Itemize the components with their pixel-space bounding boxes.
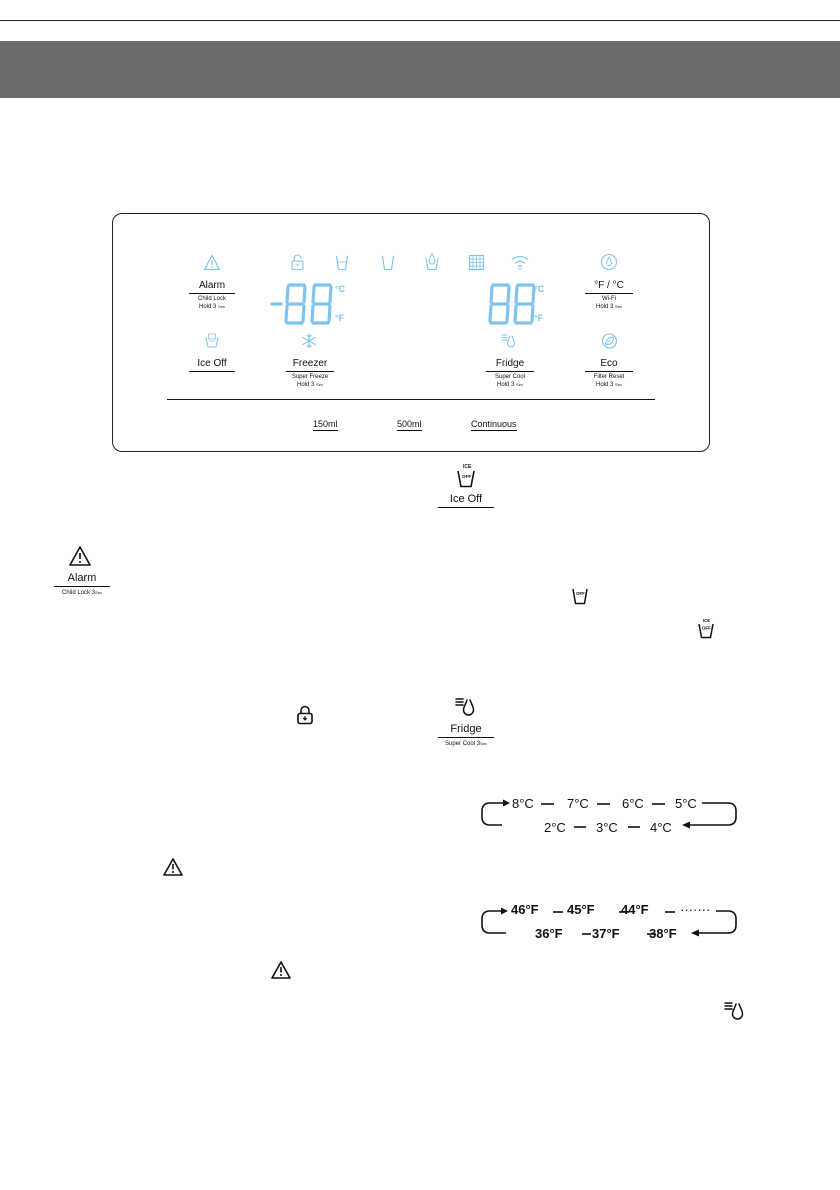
ice-off-large-underline: [438, 507, 494, 508]
fridge-large-sub: [438, 740, 494, 748]
eco-sub2: [583, 381, 635, 389]
celsius-4: 4°C: [650, 820, 672, 835]
fridge-label: Fridge: [495, 358, 525, 369]
fahrenheit-37: 37°F: [592, 926, 620, 941]
volume-continuous-label: Continuous: [471, 419, 517, 429]
celsius-8: 8°C: [512, 796, 534, 811]
freezer-sub1: Super Freeze: [291, 374, 329, 380]
fahrenheit-ellipsis: ·······: [680, 902, 711, 917]
fridge-large-underline: [438, 737, 494, 738]
freezer-fahrenheit-unit: °F: [335, 313, 345, 323]
celsius-2: 2°C: [544, 820, 566, 835]
filter-icon: [468, 254, 485, 271]
fahrenheit-36: 36°F: [535, 926, 563, 941]
alarm-large-sec: Sec: [95, 590, 102, 595]
fahrenheit-38: 38°F: [649, 926, 677, 941]
alarm-sub1: Child Lock: [197, 296, 226, 302]
ice-crystal-icon: [424, 252, 440, 271]
unit-toggle-sub1: Wi-Fi: [602, 296, 616, 302]
alarm-label-block: [54, 572, 110, 597]
eco-underline: [585, 371, 633, 372]
ice-off-button[interactable]: [187, 358, 237, 374]
alarm-label: Alarm: [198, 280, 226, 291]
eco-sub1: Filter Reset: [593, 374, 625, 380]
fridge-sec: Sec: [516, 382, 523, 387]
alarm-large-icon: [68, 545, 92, 567]
fridge-hold: Hold 3: [497, 382, 515, 388]
cup-icon: [335, 254, 349, 271]
fridge-fahrenheit-unit: °F: [534, 313, 544, 323]
fridge-celsius-unit: °C: [534, 284, 545, 294]
fridge-large-sub-text: Super Cool 3: [445, 741, 481, 747]
freezer-temp-display: [269, 282, 339, 326]
panel-divider: [167, 399, 655, 400]
volume-150ml-label: 150ml: [313, 419, 338, 429]
volume-150ml-underline: [313, 430, 338, 431]
volume-continuous-underline: [471, 430, 517, 431]
water-cup-icon: [381, 254, 395, 271]
celsius-3: 3°C: [596, 820, 618, 835]
volume-500ml-button[interactable]: [397, 419, 422, 431]
fridge-temp-display: [487, 282, 537, 326]
fridge-large-sec: Sec: [480, 741, 487, 746]
freezer-celsius-unit: °C: [335, 284, 346, 294]
volume-150ml-button[interactable]: [313, 419, 338, 431]
unit-toggle-hold: Hold 3: [596, 304, 614, 310]
alarm-large-sub: [54, 589, 110, 597]
fridge-button[interactable]: [484, 358, 536, 389]
alarm-large-label: Alarm: [67, 572, 97, 584]
unit-toggle-underline: [585, 293, 633, 294]
lock-inline-icon: [296, 705, 314, 725]
snowflake-icon: [301, 333, 317, 349]
unit-toggle-sec: Sec: [615, 304, 622, 309]
freezer-underline: [286, 371, 334, 372]
temperature-unit-icon: [600, 253, 618, 271]
ice-off-inline-icon-2: [697, 617, 715, 639]
ice-off-label: Ice Off: [197, 358, 227, 369]
freezer-sub2: [284, 381, 336, 389]
alarm-button[interactable]: [187, 280, 237, 311]
freezer-hold: Hold 3: [297, 382, 315, 388]
freezer-button[interactable]: [284, 358, 336, 389]
celsius-6: 6°C: [622, 796, 644, 811]
alarm-icon: [203, 254, 221, 271]
eco-label: Eco: [600, 358, 618, 369]
celsius-7: 7°C: [567, 796, 589, 811]
super-cool-icon: [501, 333, 517, 349]
volume-500ml-label: 500ml: [397, 419, 422, 429]
ice-off-label-block: [437, 493, 495, 510]
fridge-underline: [486, 371, 534, 372]
ice-off-underline: [189, 371, 235, 372]
alarm-inline-icon-2: [270, 960, 292, 980]
ice-off-inline-icon: [571, 585, 589, 605]
unit-toggle-sub2: [583, 303, 635, 311]
header-bar: [0, 41, 840, 98]
unit-toggle-label: °F / °C: [594, 280, 624, 291]
fahrenheit-46: 46°F: [511, 902, 539, 917]
alarm-large-underline: [54, 586, 110, 587]
volume-500ml-underline: [397, 430, 422, 431]
fahrenheit-44: 44°F: [621, 902, 649, 917]
fridge-label-block: [438, 723, 494, 748]
ice-off-large-label: Ice Off: [449, 493, 483, 505]
volume-continuous-button[interactable]: [471, 419, 517, 431]
control-panel: [112, 213, 710, 452]
celsius-5: 5°C: [675, 796, 697, 811]
fahrenheit-45: 45°F: [567, 902, 595, 917]
unit-toggle-button[interactable]: [583, 280, 635, 311]
fridge-sub2: [484, 381, 536, 389]
top-rule: [0, 20, 840, 21]
ice-inline-off-text: OFF: [576, 591, 585, 596]
eco-leaf-icon: [601, 333, 618, 349]
ice-badge-top-text: ICE: [463, 464, 472, 470]
wifi-icon: [510, 254, 530, 271]
lock-icon: [290, 254, 305, 271]
eco-button[interactable]: [583, 358, 635, 389]
alarm-underline: [189, 293, 235, 294]
ice-badge-bottom-text: OFF: [462, 474, 472, 479]
ice-inline2-ice-text: ICE: [703, 618, 710, 623]
super-cool-inline-icon: [724, 1000, 748, 1022]
freezer-label: Freezer: [292, 358, 328, 369]
fridge-large-label: Fridge: [450, 723, 482, 735]
eco-hold: Hold 3: [596, 382, 614, 388]
super-cool-large-icon: [455, 696, 479, 718]
ice-inline2-off-text: OFF: [702, 625, 711, 631]
ice-off-large-icon: [456, 462, 476, 488]
eco-sec: Sec: [615, 382, 622, 387]
alarm-sub2: [187, 303, 237, 311]
freezer-sec: Sec: [316, 382, 323, 387]
alarm-large-sub-text: Child Lock 3: [62, 590, 96, 596]
fridge-sub1: Super Cool: [494, 374, 526, 380]
alarm-sec: Sec: [218, 304, 225, 309]
ice-off-icon: [204, 333, 220, 348]
alarm-inline-icon: [162, 857, 184, 877]
alarm-hold: Hold 3: [199, 304, 217, 310]
